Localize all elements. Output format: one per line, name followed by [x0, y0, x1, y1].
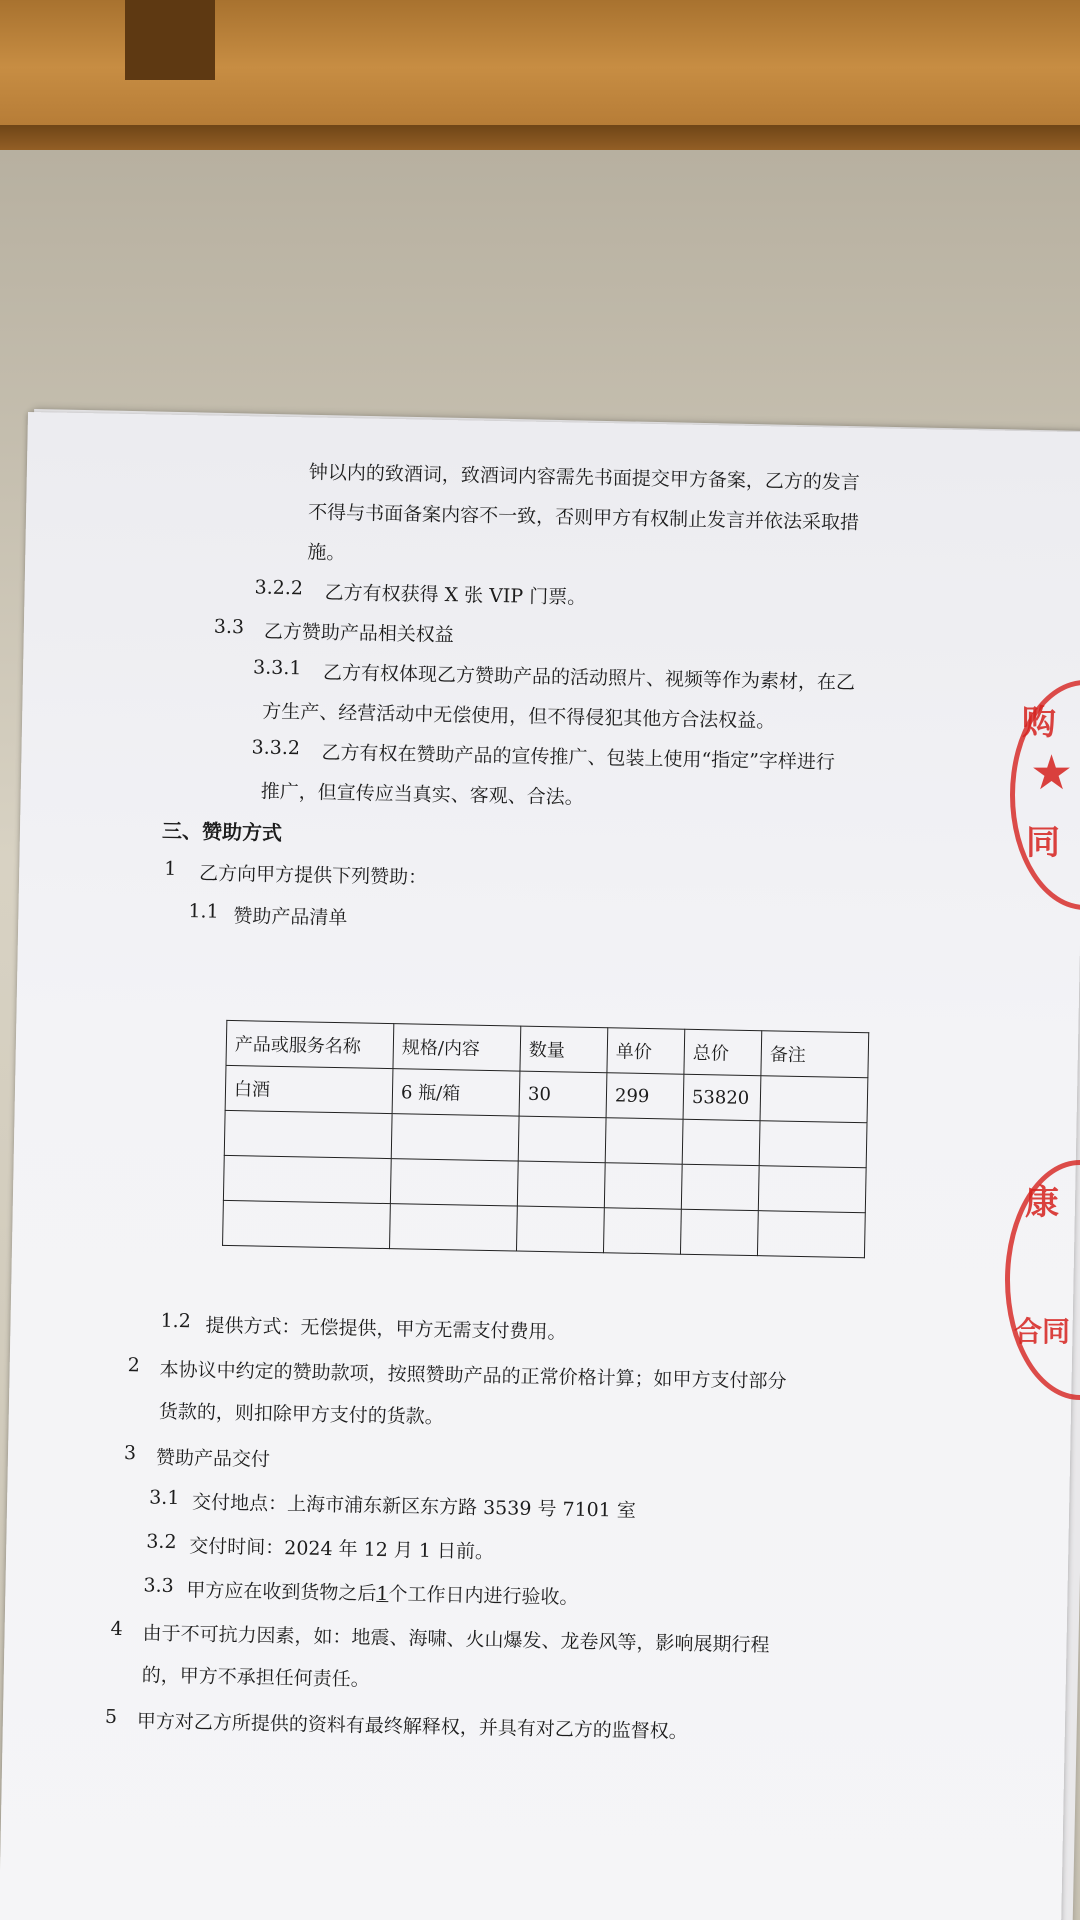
table-cell [604, 1163, 682, 1209]
item-text: 赞助产品交付 [155, 1446, 271, 1471]
clause-line: 乙方有权在赞助产品的宣传推广、包装上使用“指定”字样进行 [321, 741, 836, 774]
table-cell: 30 [519, 1071, 607, 1118]
table-cell [517, 1161, 605, 1208]
item-line: 货款的，则扣除甲方支付的货款。 [158, 1400, 445, 1429]
item-number: 1 [164, 857, 177, 880]
shelf-bracket [125, 0, 215, 80]
clause-number: 3.3.1 [252, 656, 302, 680]
seal-text: 购 [1022, 703, 1056, 743]
seal-text: 同 [1026, 823, 1060, 863]
sponsorship-product-table [222, 1020, 869, 1258]
table-header-cell: 总价 [684, 1029, 762, 1075]
contract-text [0, 412, 1080, 1920]
item-number: 2 [127, 1354, 141, 1377]
item-number: 4 [110, 1617, 123, 1641]
clause-text: 乙方赞助产品相关权益 [263, 620, 455, 647]
clause-line: 不得与书面备案内容不一致，否则甲方有权制止发言并依法采取措 [307, 501, 860, 534]
item-text: 交付地点：上海市浦东新区东方路 3539 号 7101 室 [191, 1491, 637, 1522]
item-text [186, 1575, 579, 1610]
item-line: 由于不可抗力因素，如：地震、海啸、火山爆发、龙卷风等，影响展期行程 [142, 1622, 770, 1657]
item-text: 提供方式：无偿提供，甲方无需支付费用。 [205, 1314, 567, 1344]
item-text: 交付时间：2024 年 12 月 1 日前。 [189, 1535, 495, 1564]
item-text-part: 甲方应在收到货物之后 [186, 1579, 377, 1605]
table-cell [605, 1118, 683, 1164]
table-cell [681, 1164, 759, 1210]
clause-line: 推广，但宣传应当真实、客观、合法。 [260, 780, 584, 809]
item-line: 本协议中约定的赞助款项，按照赞助产品的正常价格计算；如甲方支付部分 [159, 1358, 787, 1393]
clause-line: 方生产、经营活动中无偿使用，但不得侵犯其他方合法权益。 [262, 700, 776, 733]
item-number: 3.2 [146, 1530, 177, 1554]
table-header-cell: 规格/内容 [393, 1024, 521, 1071]
table-cell: 299 [606, 1073, 684, 1119]
table-cell: 6 瓶/箱 [392, 1069, 520, 1116]
item-number: 3 [123, 1442, 137, 1465]
item-number: 3.1 [148, 1486, 180, 1510]
table-cell [223, 1200, 391, 1248]
table-cell [757, 1211, 865, 1258]
table-header-cell: 产品或服务名称 [226, 1020, 394, 1068]
table-cell [760, 1076, 868, 1123]
clause-text: 乙方有权获得 X 张 VIP 门票。 [324, 581, 587, 609]
clause-number: 3.3.2 [251, 736, 301, 760]
table-cell: 53820 [683, 1074, 761, 1120]
table-cell [758, 1166, 866, 1213]
clause-number: 3.2.2 [254, 576, 304, 600]
item-number: 1.1 [188, 900, 219, 923]
table-header-cell: 数量 [520, 1026, 608, 1073]
section-heading: 三、赞助方式 [161, 818, 283, 845]
table-cell [759, 1121, 867, 1168]
table-cell [223, 1155, 391, 1203]
item-text: 乙方向甲方提供下列赞助： [198, 862, 428, 889]
table-cell [603, 1208, 681, 1254]
seal-text: 康 [1025, 1183, 1059, 1223]
contract-page [0, 412, 1080, 1920]
item-text-underlined: 1 [376, 1582, 389, 1606]
table-cell [680, 1209, 758, 1255]
table-cell [682, 1119, 760, 1165]
item-text: 赞助产品清单 [233, 905, 348, 930]
clause-line: 乙方有权体现乙方赞助产品的活动照片、视频等作为素材，在乙 [322, 661, 856, 694]
table-header-cell: 单价 [607, 1028, 685, 1074]
seal-star-icon: ★ [1030, 745, 1074, 801]
item-text: 甲方对乙方所提供的资料有最终解释权，并具有对乙方的监督权。 [136, 1710, 689, 1743]
item-line: 的，甲方不承担任何责任。 [141, 1664, 370, 1691]
item-number: 1.2 [160, 1309, 192, 1333]
item-number: 3.3 [143, 1574, 174, 1598]
table-header-cell: 备注 [761, 1031, 869, 1078]
clause-number: 3.3 [213, 615, 245, 639]
table-cell [390, 1204, 518, 1251]
table-cell: 白酒 [225, 1065, 393, 1113]
seal-text: 合同 [1014, 1315, 1071, 1348]
clause-line: 施。 [307, 541, 346, 565]
table-cell [390, 1159, 518, 1206]
item-text-part: 个工作日内进行验收。 [388, 1583, 579, 1609]
table-cell [224, 1110, 392, 1158]
table-cell [391, 1114, 519, 1161]
clause-line: 钟以内的致酒词，致酒词内容需先书面提交甲方备案，乙方的发言 [308, 461, 861, 494]
table-cell [516, 1206, 604, 1253]
table-cell [518, 1116, 606, 1163]
item-number: 5 [104, 1705, 118, 1728]
